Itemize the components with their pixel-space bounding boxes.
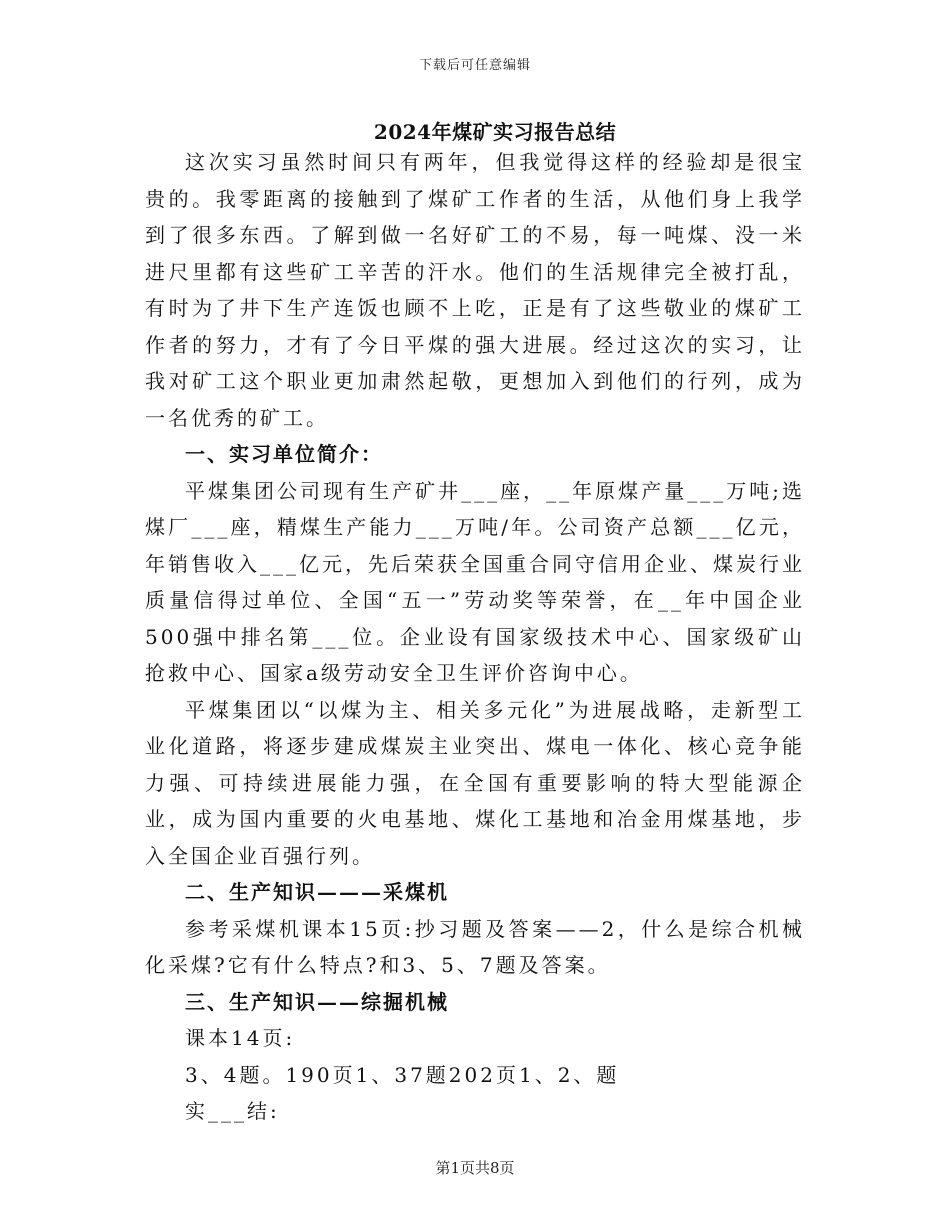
section-heading-shearer: 二、生产知识———采煤机: [185, 880, 449, 904]
shearer-paragraph: 参考采煤机课本15页:抄习题及答案——2，什么是综合机械化采煤?它有什么特点?和3、5、7题及答案。: [145, 916, 805, 977]
page-number: 第1页共8页: [435, 1159, 515, 1177]
company-intro-paragraph-2: 平煤集团以“以煤为主、相关多元化”为进展战略，走新型工业化道路，将逐步建成煤炭主业突出、煤电一体化、核心竞争能力强、可持续进展能力强，在全国有重要影响的特大型能源企业，成为国内重要的火电基地、煤化工基地和冶金用煤基地，步入全国企业百强行列。: [145, 697, 805, 868]
section-heading-company-intro: 一、实习单位简介：: [185, 442, 383, 466]
roadheader-line-2: 3、4题。190页1、37题202页1、2、题: [185, 1062, 620, 1087]
document-body: [145, 144, 805, 1130]
header-note: 下载后可任意编辑: [418, 58, 531, 73]
document-title: 2024年煤矿实习报告总结: [373, 120, 617, 144]
roadheader-line-3: 实___结:: [185, 1099, 280, 1123]
section-heading-roadheader: 三、生产知识——综掘机械: [185, 989, 449, 1014]
intro-paragraph: 这次实习虽然时间只有两年，但我觉得这样的经验却是很宝贵的。我零距离的接触到了煤矿工作者的生活，从他们身上我学到了很多东西。了解到做一名好矿工的不易，每一吨煤、没一米进尺里都有这些矿工辛苦的汗水。他们的生活规律完全被打乱，有时为了井下生产连饭也顾不上吃，正是有了这些敬业的煤矿工作者的努力，才有了今日平煤的强大进展。经过这次的实习，让我对矿工这个职业更加肃然起敬，更想加入到他们的行列，成为一名优秀的矿工。: [145, 150, 805, 430]
company-intro-paragraph-1: 平煤集团公司现有生产矿井___座，__年原煤产量___万吨;选煤厂___座，精煤生产能力___万吨/年。公司资产总额___亿元，年销售收入___亿元，先后荣获全国重合同守信用企业、煤炭行业质量信得过单位、全国“五一”劳动奖等荣誉，在__年中国企业500强中排名第___位。企业设有国家级技术中心、国家级矿山抢救中心、国家a级劳动安全卫生评价咨询中心。: [145, 478, 805, 685]
roadheader-line-1: 课本14页:: [185, 1026, 296, 1050]
